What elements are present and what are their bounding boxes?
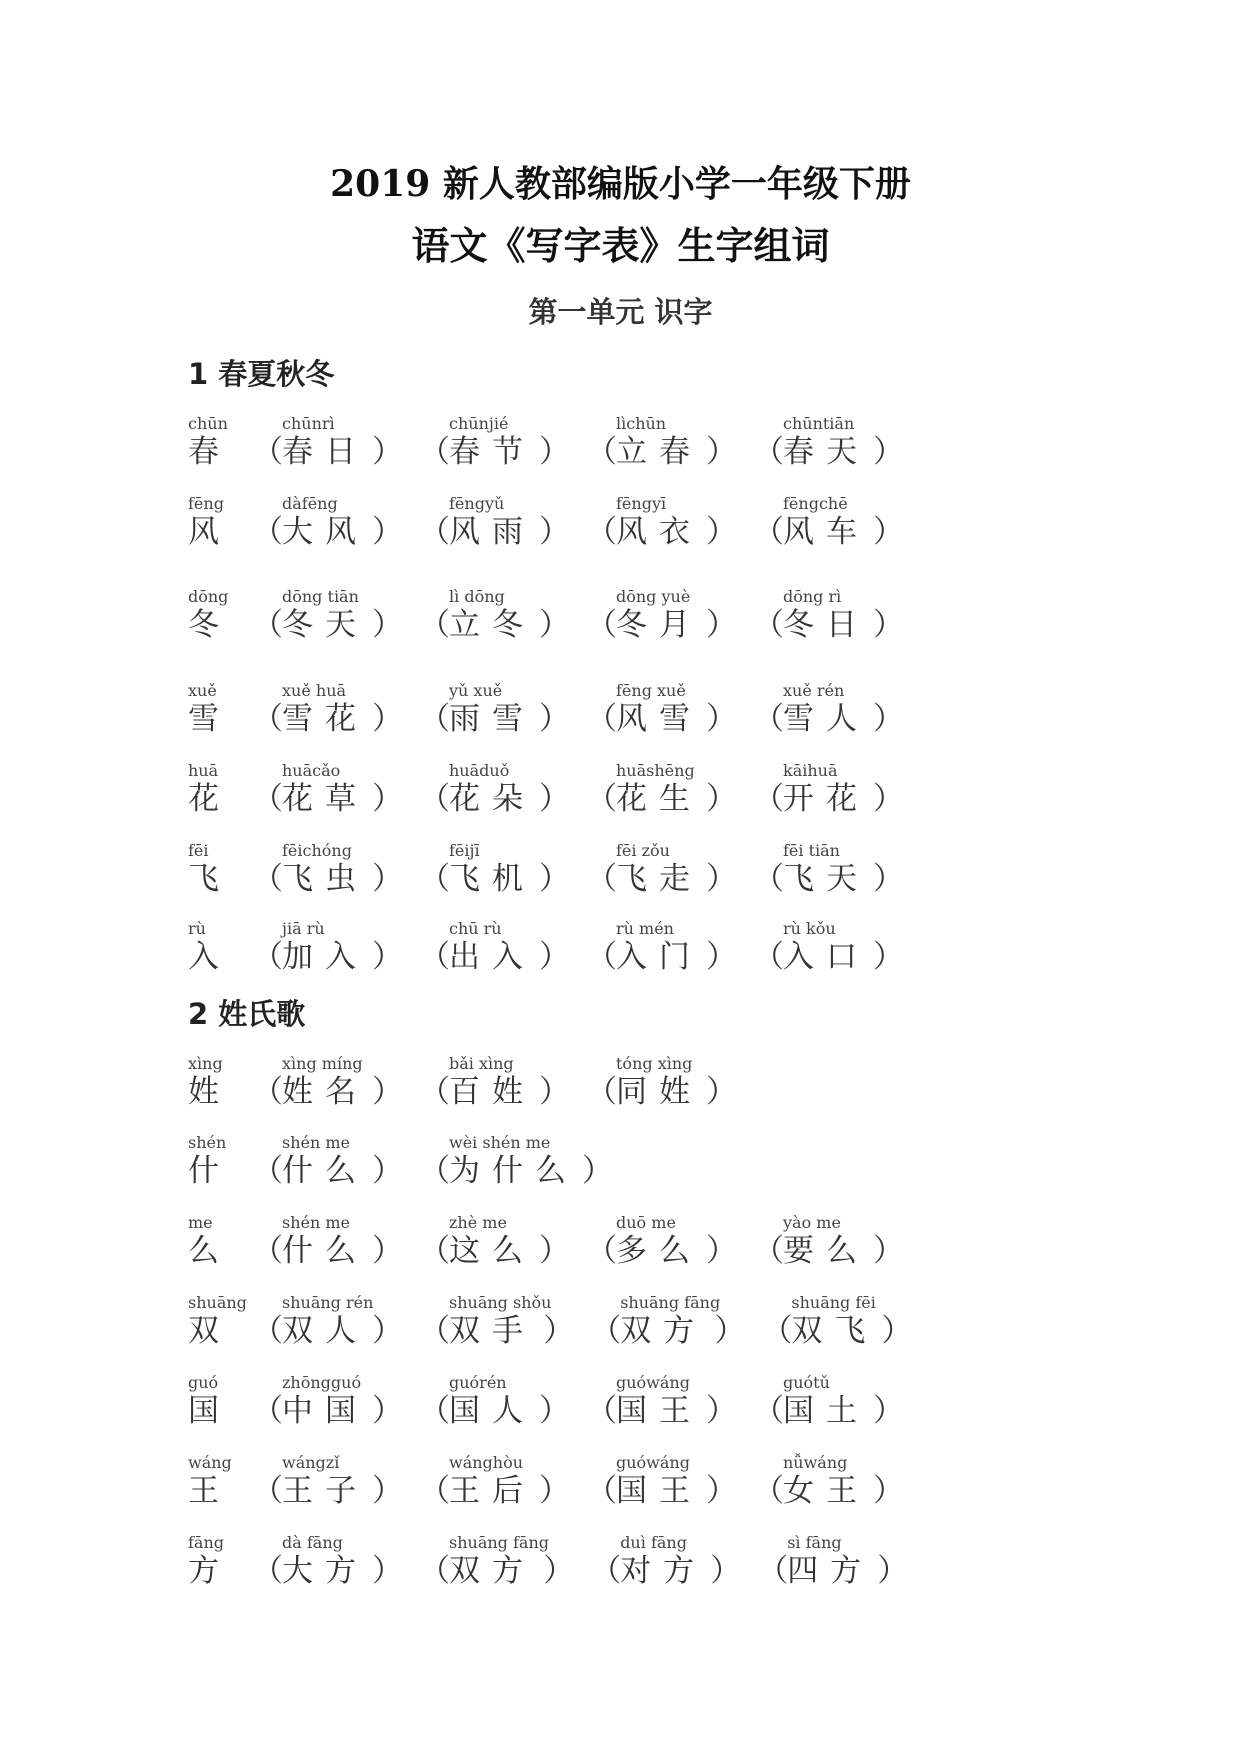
close-paren: ）: [372, 1393, 403, 1429]
word-hanzi: 开花: [783, 781, 869, 817]
word-pinyin: huācǎo: [282, 761, 341, 780]
word-hanzi: 飞虫: [282, 861, 368, 897]
close-paren: ）: [372, 939, 403, 975]
word-pinyin: yǔ xuě: [449, 681, 503, 700]
word-pinyin: wángzǐ: [282, 1453, 340, 1472]
word-pinyin: shuāng fēi: [791, 1293, 876, 1312]
close-paren: ）: [706, 607, 737, 643]
open-paren: （: [757, 1553, 789, 1589]
close-paren: ）: [539, 781, 570, 817]
close-paren: ）: [372, 1153, 403, 1189]
word-pinyin: chū rù: [449, 919, 502, 938]
word-pinyin: bǎi xìng: [449, 1054, 514, 1073]
word-hanzi: 要么: [783, 1233, 869, 1269]
word-hanzi: 王子: [282, 1473, 368, 1509]
vocab-row: [188, 1055, 1228, 1119]
word-hanzi: 王后: [449, 1473, 535, 1509]
word-pinyin: fēngyǔ: [449, 494, 505, 513]
open-paren: （: [419, 1153, 450, 1189]
open-paren: （: [590, 1313, 622, 1349]
word-pinyin: dōng tiān: [282, 587, 359, 606]
word-hanzi: 百姓: [449, 1074, 535, 1110]
head-hanzi: 王: [188, 1473, 231, 1509]
head-hanzi: 姓: [188, 1074, 231, 1110]
open-paren: （: [419, 1074, 450, 1110]
open-paren: （: [586, 1074, 617, 1110]
word-pinyin: guórén: [449, 1373, 507, 1392]
close-paren: ）: [539, 1393, 570, 1429]
word-hanzi: 大方: [282, 1553, 368, 1589]
lesson-title: 1 春夏秋冬: [188, 357, 335, 391]
word-hanzi: 春节: [449, 434, 535, 470]
word-pinyin: lìchūn: [616, 414, 667, 433]
close-paren: ）: [706, 939, 737, 975]
word-hanzi: 中国: [282, 1393, 368, 1429]
word-hanzi: 双方: [449, 1553, 535, 1589]
close-paren: ）: [372, 1074, 403, 1110]
head-pinyin: shén: [188, 1133, 227, 1152]
open-paren: （: [753, 781, 784, 817]
document-title-line2: 语文《写字表》生字组词: [411, 223, 830, 268]
open-paren: （: [753, 861, 784, 897]
word-hanzi: 加入: [282, 939, 368, 975]
head-pinyin: fēng: [188, 494, 224, 513]
close-paren: ）: [873, 781, 904, 817]
word-pinyin: shuāng fāng: [449, 1533, 549, 1552]
head-hanzi: 双: [188, 1313, 231, 1349]
close-paren: ）: [543, 1553, 575, 1589]
head-hanzi: 飞: [188, 861, 231, 897]
word-hanzi: 立春: [616, 434, 702, 470]
open-paren: （: [753, 939, 784, 975]
close-paren: ）: [372, 701, 403, 737]
word-pinyin: nǚwáng: [783, 1453, 848, 1472]
vocab-row: [188, 495, 1228, 559]
open-paren: （: [753, 514, 784, 550]
close-paren: ）: [539, 1473, 570, 1509]
open-paren: （: [586, 1233, 617, 1269]
word-hanzi: 冬日: [783, 607, 869, 643]
word-pinyin: fēijī: [449, 841, 480, 860]
head-pinyin: wáng: [188, 1453, 232, 1472]
close-paren: ）: [539, 701, 570, 737]
close-paren: ）: [706, 514, 737, 550]
word-hanzi: 大风: [282, 514, 368, 550]
open-paren: （: [252, 607, 283, 643]
open-paren: （: [419, 1393, 450, 1429]
close-paren: ）: [873, 1473, 904, 1509]
open-paren: （: [419, 939, 450, 975]
open-paren: （: [586, 939, 617, 975]
word-hanzi: 多么: [616, 1233, 702, 1269]
word-hanzi: 雨雪: [449, 701, 535, 737]
close-paren: ）: [372, 1313, 403, 1349]
head-pinyin: shuāng: [188, 1293, 247, 1312]
head-pinyin: fēi: [188, 841, 209, 860]
word-hanzi: 这么: [449, 1233, 535, 1269]
close-paren: ）: [873, 939, 904, 975]
word-hanzi: 姓名: [282, 1074, 368, 1110]
word-hanzi: 什么: [282, 1153, 368, 1189]
head-pinyin: xuě: [188, 681, 217, 700]
head-pinyin: chūn: [188, 414, 228, 433]
head-hanzi: 冬: [188, 607, 231, 643]
head-pinyin: dōng: [188, 587, 229, 606]
word-pinyin: huāshēng: [616, 761, 695, 780]
vocab-row: [188, 1534, 1228, 1598]
word-pinyin: rù kǒu: [783, 919, 836, 938]
close-paren: ）: [873, 861, 904, 897]
word-pinyin: kāihuā: [783, 761, 838, 780]
vocab-row: [188, 762, 1228, 826]
open-paren: （: [252, 781, 283, 817]
word-hanzi: 风雨: [449, 514, 535, 550]
document-title-line1: 2019 新人教部编版小学一年级下册: [330, 163, 911, 205]
word-hanzi: 双手: [449, 1313, 535, 1349]
head-pinyin: fāng: [188, 1533, 225, 1552]
close-paren: ）: [706, 434, 737, 470]
lesson-title: 2 姓氏歌: [188, 997, 306, 1031]
word-pinyin: dà fāng: [282, 1533, 343, 1552]
open-paren: （: [753, 1233, 784, 1269]
close-paren: ）: [372, 1553, 403, 1589]
vocab-row: [188, 842, 1228, 906]
word-pinyin: shuāng fāng: [620, 1293, 721, 1312]
head-hanzi: 春: [188, 434, 231, 470]
close-paren: ）: [706, 1473, 737, 1509]
word-pinyin: wèi shén me: [449, 1133, 551, 1152]
open-paren: （: [586, 701, 617, 737]
word-hanzi: 春天: [783, 434, 869, 470]
close-paren: ）: [372, 607, 403, 643]
vocab-row: [188, 682, 1228, 746]
open-paren: （: [419, 607, 450, 643]
vocab-row: [188, 1214, 1228, 1278]
word-pinyin: guótǔ: [783, 1373, 830, 1392]
close-paren: ）: [372, 1233, 403, 1269]
open-paren: （: [419, 1313, 450, 1349]
close-paren: ）: [873, 701, 904, 737]
word-pinyin: fēngyī: [616, 494, 667, 513]
word-pinyin: fēng xuě: [616, 681, 686, 700]
word-hanzi: 入门: [616, 939, 702, 975]
vocab-row: [188, 588, 1228, 652]
vocab-row: [188, 1374, 1228, 1438]
vocab-row: [188, 1134, 1228, 1198]
close-paren: ）: [372, 1473, 403, 1509]
open-paren: （: [753, 1393, 784, 1429]
open-paren: （: [586, 434, 617, 470]
word-pinyin: zhè me: [449, 1213, 507, 1232]
open-paren: （: [252, 701, 283, 737]
word-hanzi: 双人: [282, 1313, 368, 1349]
word-hanzi: 四方: [787, 1553, 874, 1589]
head-hanzi: 国: [188, 1393, 231, 1429]
word-hanzi: 飞走: [616, 861, 702, 897]
word-hanzi: 冬天: [282, 607, 368, 643]
word-pinyin: dàfēng: [282, 494, 338, 513]
word-hanzi: 国人: [449, 1393, 535, 1429]
open-paren: （: [586, 781, 617, 817]
word-hanzi: 同姓: [616, 1074, 702, 1110]
unit-heading: 第一单元 识字: [528, 295, 713, 329]
word-pinyin: dōng yuè: [616, 587, 691, 606]
vocab-row: [188, 1294, 1228, 1358]
head-hanzi: 什: [188, 1153, 231, 1189]
word-pinyin: fēi zǒu: [616, 841, 670, 860]
word-pinyin: fēi tiān: [783, 841, 840, 860]
close-paren: ）: [539, 434, 570, 470]
close-paren: ）: [539, 939, 570, 975]
word-pinyin: tóng xìng: [616, 1054, 693, 1073]
word-hanzi: 冬月: [616, 607, 702, 643]
word-pinyin: chūnjié: [449, 414, 509, 433]
word-pinyin: jiā rù: [282, 919, 325, 938]
word-pinyin: chūntiān: [783, 414, 855, 433]
word-hanzi: 风雪: [616, 701, 702, 737]
open-paren: （: [586, 607, 617, 643]
word-hanzi: 飞机: [449, 861, 535, 897]
open-paren: （: [252, 1233, 283, 1269]
open-paren: （: [753, 1473, 784, 1509]
open-paren: （: [419, 1553, 450, 1589]
head-hanzi: 方: [188, 1553, 231, 1589]
word-hanzi: 出入: [449, 939, 535, 975]
close-paren: ）: [706, 1074, 737, 1110]
word-hanzi: 双方: [620, 1313, 707, 1349]
head-pinyin: huā: [188, 761, 219, 780]
word-pinyin: fēichóng: [282, 841, 352, 860]
word-pinyin: fēngchē: [783, 494, 848, 513]
open-paren: （: [419, 861, 450, 897]
open-paren: （: [252, 1473, 283, 1509]
word-hanzi: 飞天: [783, 861, 869, 897]
word-hanzi: 立冬: [449, 607, 535, 643]
open-paren: （: [252, 1074, 283, 1110]
word-hanzi: 对方: [620, 1553, 707, 1589]
open-paren: （: [252, 1313, 283, 1349]
open-paren: （: [252, 434, 283, 470]
open-paren: （: [586, 1473, 617, 1509]
close-paren: ）: [714, 1313, 746, 1349]
word-pinyin: yào me: [783, 1213, 841, 1232]
close-paren: ）: [881, 1313, 913, 1349]
open-paren: （: [252, 861, 283, 897]
word-pinyin: guówáng: [616, 1453, 690, 1472]
word-hanzi: 双飞: [791, 1313, 878, 1349]
open-paren: （: [586, 514, 617, 550]
word-pinyin: zhōngguó: [282, 1373, 362, 1392]
close-paren: ）: [539, 1233, 570, 1269]
word-hanzi: 什么: [282, 1233, 368, 1269]
close-paren: ）: [539, 607, 570, 643]
word-pinyin: sì fāng: [787, 1533, 842, 1552]
open-paren: （: [586, 1393, 617, 1429]
close-paren: ）: [372, 781, 403, 817]
word-hanzi: 风衣: [616, 514, 702, 550]
close-paren: ）: [539, 1074, 570, 1110]
word-hanzi: 风车: [783, 514, 869, 550]
word-hanzi: 雪人: [783, 701, 869, 737]
word-pinyin: guówáng: [616, 1373, 690, 1392]
word-hanzi: 国土: [783, 1393, 869, 1429]
word-pinyin: chūnrì: [282, 414, 335, 433]
word-hanzi: 花草: [282, 781, 368, 817]
close-paren: ）: [877, 1553, 909, 1589]
close-paren: ）: [372, 861, 403, 897]
open-paren: （: [252, 939, 283, 975]
open-paren: （: [252, 514, 283, 550]
word-hanzi: 入口: [783, 939, 869, 975]
open-paren: （: [419, 514, 450, 550]
word-hanzi: 雪花: [282, 701, 368, 737]
close-paren: ）: [372, 434, 403, 470]
word-hanzi: 女王: [783, 1473, 869, 1509]
close-paren: ）: [873, 1233, 904, 1269]
vocab-row: [188, 415, 1228, 479]
close-paren: ）: [539, 861, 570, 897]
head-hanzi: 么: [188, 1233, 231, 1269]
open-paren: （: [753, 434, 784, 470]
close-paren: ）: [706, 861, 737, 897]
close-paren: ）: [372, 514, 403, 550]
open-paren: （: [419, 1233, 450, 1269]
word-hanzi: 国王: [616, 1393, 702, 1429]
word-pinyin: lì dōng: [449, 587, 505, 606]
open-paren: （: [252, 1153, 283, 1189]
word-hanzi: 国王: [616, 1473, 702, 1509]
head-hanzi: 雪: [188, 701, 231, 737]
vocab-row: [188, 920, 1228, 984]
open-paren: （: [761, 1313, 793, 1349]
word-pinyin: xuě huā: [282, 681, 347, 700]
word-pinyin: shén me: [282, 1133, 351, 1152]
word-pinyin: huāduǒ: [449, 761, 510, 780]
word-pinyin: xuě rén: [783, 681, 845, 700]
open-paren: （: [419, 1473, 450, 1509]
head-pinyin: rù: [188, 919, 206, 938]
word-hanzi: 花朵: [449, 781, 535, 817]
word-pinyin: wánghòu: [449, 1453, 524, 1472]
close-paren: ）: [710, 1553, 742, 1589]
close-paren: ）: [873, 434, 904, 470]
head-hanzi: 花: [188, 781, 231, 817]
word-pinyin: dōng rì: [783, 587, 842, 606]
word-pinyin: duì fāng: [620, 1533, 687, 1552]
open-paren: （: [419, 701, 450, 737]
word-pinyin: shén me: [282, 1213, 351, 1232]
word-hanzi: 春日: [282, 434, 368, 470]
word-pinyin: xìng míng: [282, 1054, 363, 1073]
open-paren: （: [586, 861, 617, 897]
open-paren: （: [753, 701, 784, 737]
word-pinyin: duō me: [616, 1213, 676, 1232]
word-pinyin: shuāng shǒu: [449, 1293, 552, 1312]
open-paren: （: [252, 1553, 283, 1589]
head-hanzi: 入: [188, 939, 231, 975]
vocab-row: [188, 1454, 1228, 1518]
word-hanzi: 为什么: [449, 1153, 578, 1189]
open-paren: （: [252, 1393, 283, 1429]
head-pinyin: me: [188, 1213, 213, 1232]
word-pinyin: shuāng rén: [282, 1293, 374, 1312]
open-paren: （: [753, 607, 784, 643]
close-paren: ）: [543, 1313, 575, 1349]
close-paren: ）: [706, 781, 737, 817]
close-paren: ）: [873, 607, 904, 643]
close-paren: ）: [539, 514, 570, 550]
close-paren: ）: [706, 1393, 737, 1429]
head-hanzi: 风: [188, 514, 231, 550]
open-paren: （: [419, 434, 450, 470]
open-paren: （: [419, 781, 450, 817]
close-paren: ）: [706, 1233, 737, 1269]
close-paren: ）: [873, 514, 904, 550]
word-pinyin: rù mén: [616, 919, 674, 938]
open-paren: （: [590, 1553, 622, 1589]
head-pinyin: guó: [188, 1373, 219, 1392]
head-pinyin: xìng: [188, 1054, 223, 1073]
word-hanzi: 花生: [616, 781, 702, 817]
close-paren: ）: [873, 1393, 904, 1429]
close-paren: ）: [582, 1153, 613, 1189]
close-paren: ）: [706, 701, 737, 737]
